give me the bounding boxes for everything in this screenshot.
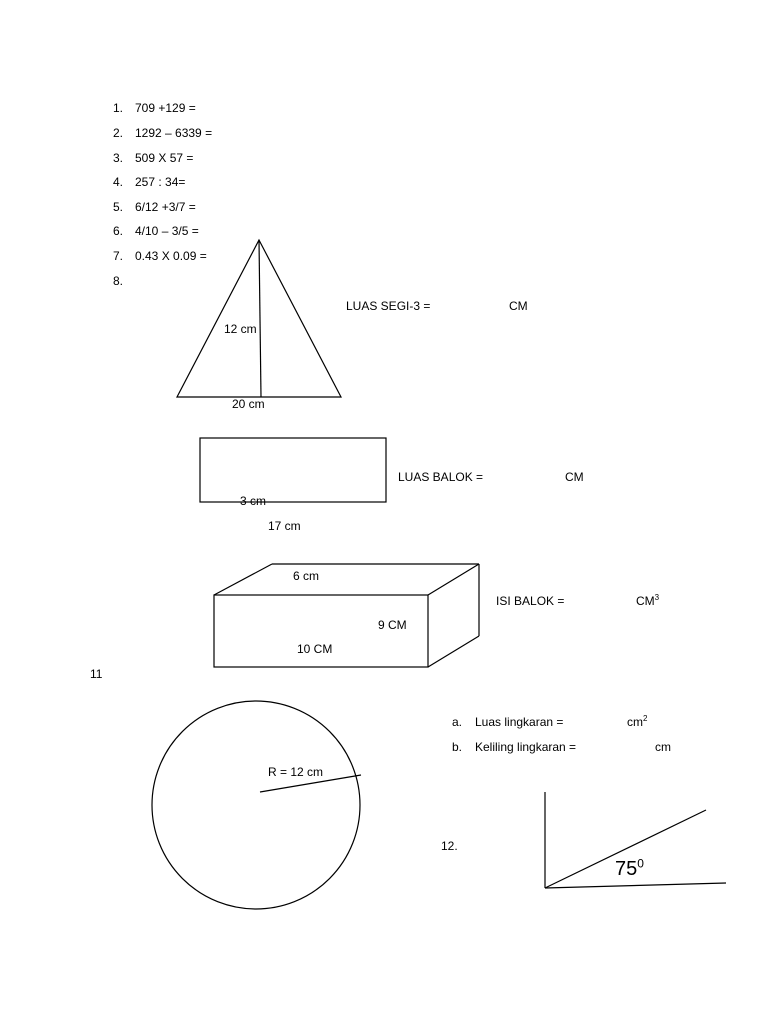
triangle-area-label: LUAS SEGI-3 = — [346, 299, 431, 313]
q11-b-text: Keliling lingkaran = — [475, 740, 577, 754]
question-number: 3. — [113, 151, 124, 165]
q11-a-unit: $cm^2$ — [627, 714, 648, 729]
cuboid-height-label: 9 CM — [378, 618, 407, 632]
question-12-number: 12. — [441, 839, 458, 853]
question-number: 1. — [113, 101, 124, 115]
q11-b-letter: b. — [452, 740, 463, 754]
circle-shape — [152, 701, 360, 909]
question-text: 509 X 57 = — [135, 151, 194, 165]
question-text: 1292 – 6339 = — [135, 126, 213, 140]
question-text: 709 +129 = — [135, 101, 196, 115]
rectangle-width-label: 17 cm — [268, 519, 301, 533]
cuboid-shape — [214, 564, 479, 667]
cuboid-length-label: 10 CM — [297, 642, 333, 656]
triangle-area-unit: CM — [509, 299, 528, 313]
rectangle-height-label: 3 cm — [240, 494, 267, 508]
question-text: 4/10 – 3/5 = — [135, 224, 199, 238]
question-text: 6/12 +3/7 = — [135, 200, 196, 214]
triangle-height-label: 12 cm — [224, 322, 257, 336]
question-number: 4. — [113, 175, 124, 189]
question-number: 6. — [113, 224, 124, 238]
cuboid-volume-label: ISI BALOK = — [496, 594, 565, 608]
triangle-base-label: 20 cm — [232, 397, 265, 411]
cuboid-volume-unit: $CM^3$ — [636, 593, 660, 608]
question-number: 7. — [113, 249, 124, 263]
rectangle-shape — [200, 438, 386, 502]
q11-b-unit: cm — [655, 740, 671, 754]
question-11-number: 11 — [90, 667, 103, 681]
angle-label: $75^0$ — [615, 856, 644, 880]
circle-radius-label: R = 12 cm — [268, 765, 324, 779]
question-text: 257 : 34= — [135, 175, 186, 189]
q11-a-text: Luas lingkaran = — [475, 715, 564, 729]
q11-a-letter: a. — [452, 715, 463, 729]
cuboid-depth-label: 6 cm — [293, 569, 320, 583]
triangle-height-line — [259, 240, 261, 397]
rectangle-area-label: LUAS BALOK = — [398, 470, 484, 484]
rectangle-area-unit: CM — [565, 470, 584, 484]
question-text: 0.43 X 0.09 = — [135, 249, 207, 263]
question-number: 5. — [113, 200, 124, 214]
question-number: 8. — [113, 274, 124, 288]
question-number: 2. — [113, 126, 124, 140]
